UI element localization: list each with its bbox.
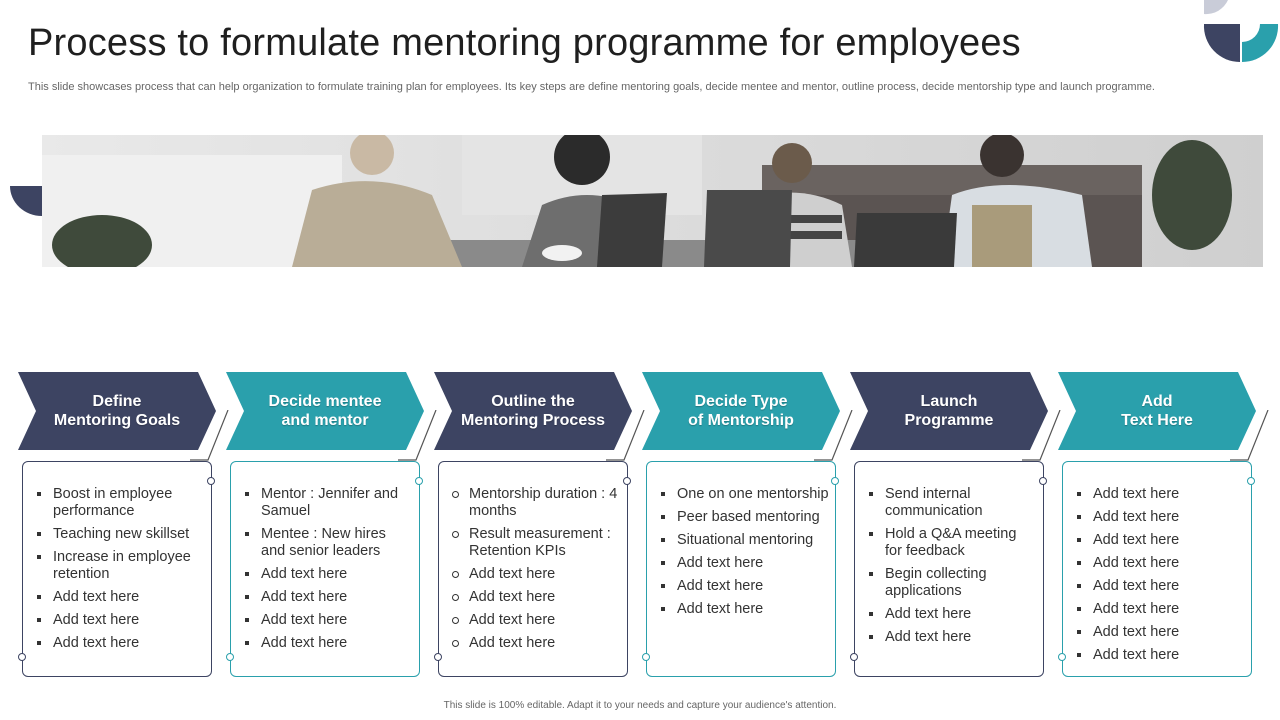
list-item: Add text here [243, 612, 413, 629]
list-item: Add text here [243, 635, 413, 652]
list-item: Mentee : New hires and senior leaders [243, 526, 413, 560]
step-title: Launch Programme [904, 393, 994, 429]
team-photo-illustration [42, 135, 1263, 267]
list-item: Add text here [243, 589, 413, 606]
step-chevron [226, 372, 424, 450]
list-item: Add text here [1075, 601, 1245, 618]
step-chevron [1058, 372, 1256, 450]
step-bullet-list [35, 486, 205, 658]
list-item: Begin collecting applications [867, 566, 1037, 600]
list-item: Increase in employee retention [35, 549, 205, 583]
step-chevron [18, 372, 216, 450]
step-bullet-list [1075, 486, 1245, 670]
list-item: Teaching new skillset [35, 526, 205, 543]
list-item: Mentor : Jennifer and Samuel [243, 486, 413, 520]
page-subtitle: This slide showcases process that can help organization to formulate training plan for employees. Its key steps are define mentoring goals, decide mentee and mentor, outline process, decide mentorship type and launch programme. [28, 81, 1155, 93]
list-item: Add text here [451, 566, 621, 583]
step-chevron [434, 372, 632, 450]
list-item: Add text here [1075, 509, 1245, 526]
list-item: Add text here [867, 629, 1037, 646]
list-item: Send internal communication [867, 486, 1037, 520]
card-dot [1247, 477, 1255, 485]
step-card [646, 461, 836, 677]
card-dot [226, 653, 234, 661]
connector-line [1022, 410, 1060, 460]
step-bullet-list [243, 486, 413, 658]
step-title: Decide mentee and mentor [268, 393, 382, 429]
step-card [1062, 461, 1252, 677]
card-dot [642, 653, 650, 661]
step-chevron [850, 372, 1048, 450]
step-title: Define Mentoring Goals [53, 393, 181, 429]
step-card [22, 461, 212, 677]
card-dot [831, 477, 839, 485]
step-title: Add Text Here [1121, 393, 1193, 429]
team-photo [42, 135, 1263, 267]
footer-note: This slide is 100% editable. Adapt it to your needs and capture your audience's attention. [443, 700, 837, 711]
step-bullet-list [867, 486, 1037, 652]
card-dot [415, 477, 423, 485]
list-item: Add text here [451, 589, 621, 606]
list-item: Mentorship duration : 4 months [451, 486, 621, 520]
list-item: Add text here [1075, 486, 1245, 503]
connector-line [606, 410, 644, 460]
list-item: Add text here [659, 555, 829, 572]
step-chevron [642, 372, 840, 450]
list-item: Add text here [243, 566, 413, 583]
list-item: Hold a Q&A meeting for feedback [867, 526, 1037, 560]
list-item: Add text here [1075, 647, 1245, 664]
step-card [438, 461, 628, 677]
list-item: Add text here [1075, 578, 1245, 595]
list-item: Add text here [35, 589, 205, 606]
card-dot [1039, 477, 1047, 485]
list-item: Add text here [867, 606, 1037, 623]
list-item: Add text here [35, 612, 205, 629]
list-item: Result measurement : Retention KPIs [451, 526, 621, 560]
list-item: Add text here [1075, 532, 1245, 549]
list-item: Add text here [1075, 624, 1245, 641]
page-title: Process to formulate mentoring programme for employees [28, 22, 1021, 64]
card-dot [850, 653, 858, 661]
step-bullet-list [659, 486, 829, 624]
list-item: Situational mentoring [659, 532, 829, 549]
connector-line [190, 410, 228, 460]
step-card [854, 461, 1044, 677]
card-dot [434, 653, 442, 661]
list-item: Boost in employee performance [35, 486, 205, 520]
card-dot [18, 653, 26, 661]
card-dot [1058, 653, 1066, 661]
list-item: Add text here [451, 612, 621, 629]
card-dot [207, 477, 215, 485]
step-bullet-list [451, 486, 621, 658]
step-title: Decide Type of Mentorship [688, 393, 794, 429]
connector-line [398, 410, 436, 460]
list-item: One on one mentorship [659, 486, 829, 503]
list-item: Add text here [1075, 555, 1245, 572]
connector-line [814, 410, 852, 460]
card-dot [623, 477, 631, 485]
list-item: Add text here [451, 635, 621, 652]
list-item: Peer based mentoring [659, 509, 829, 526]
step-card [230, 461, 420, 677]
list-item: Add text here [35, 635, 205, 652]
step-title: Outline the Mentoring Process [460, 393, 606, 429]
connector-line [1230, 410, 1268, 460]
list-item: Add text here [659, 601, 829, 618]
list-item: Add text here [659, 578, 829, 595]
corner-decoration [1200, 0, 1280, 64]
